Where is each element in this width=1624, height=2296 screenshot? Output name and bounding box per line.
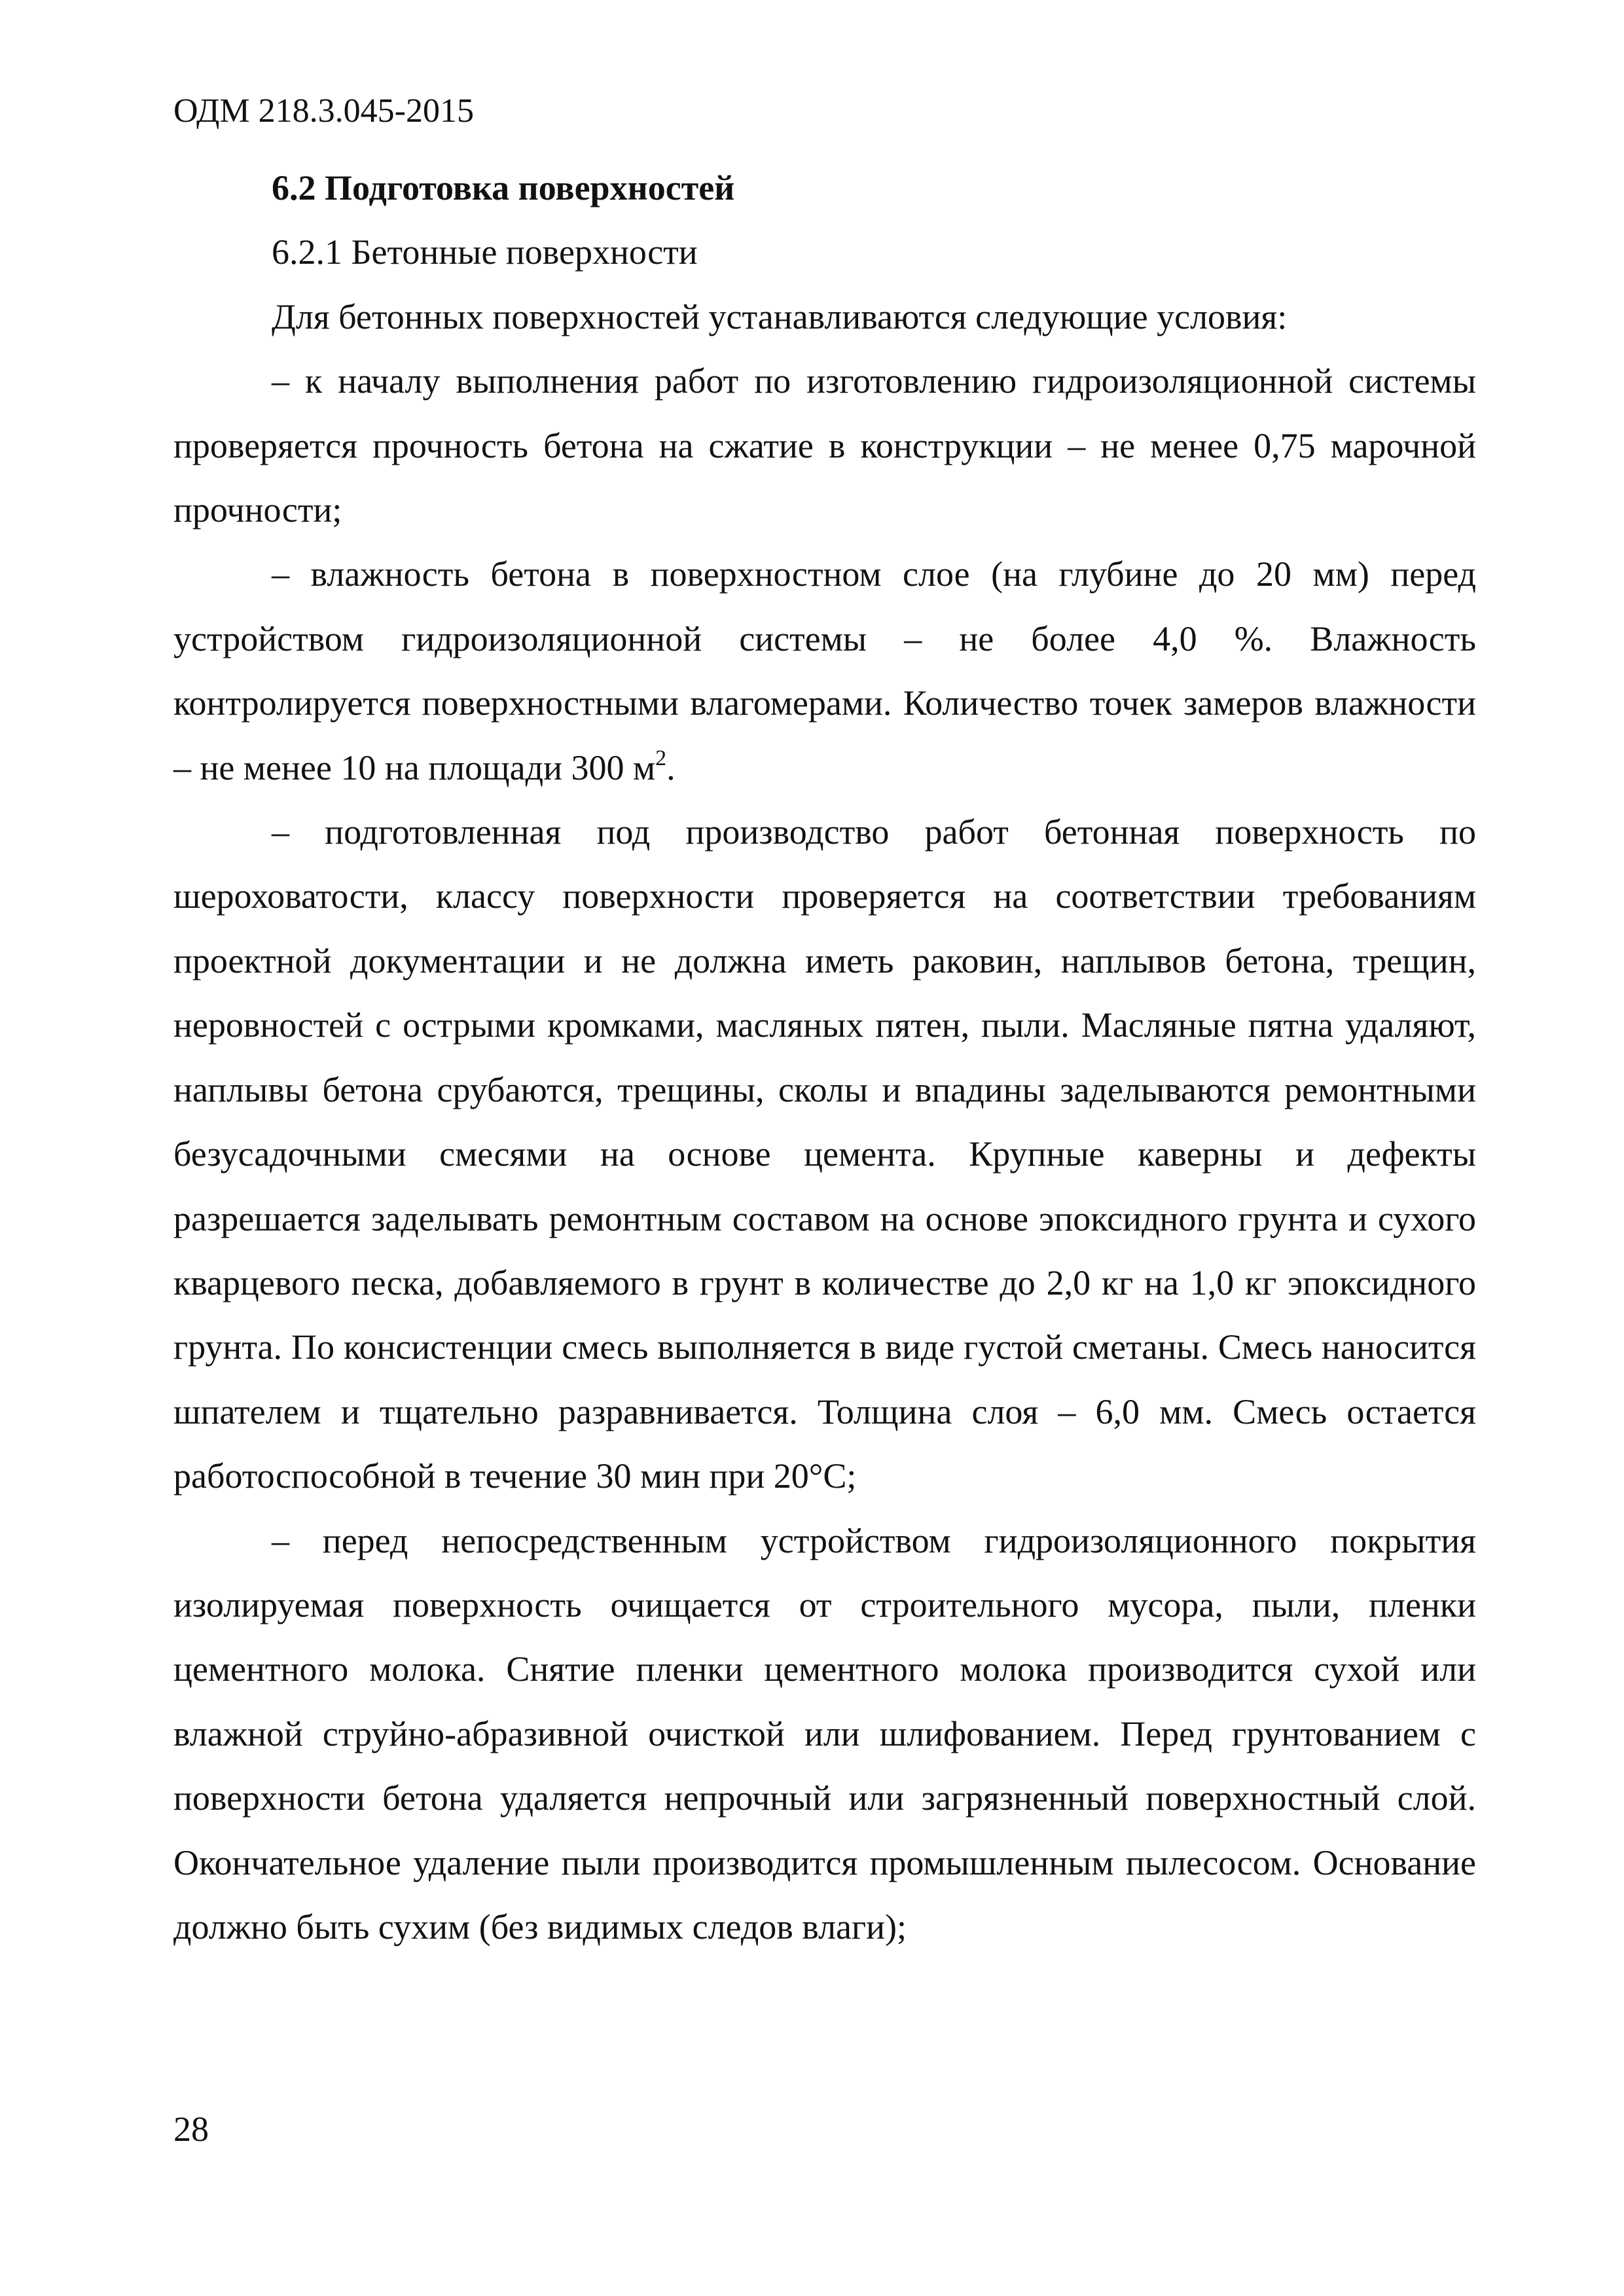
section-heading: 6.2 Подготовка поверхностей bbox=[272, 168, 735, 207]
section-body bbox=[173, 156, 1476, 1959]
document-code: ОДМ 218.3.045-2015 bbox=[173, 92, 474, 130]
list-item-moisture bbox=[173, 542, 1476, 800]
subsection-heading: 6.2.1 Бетонные поверхности bbox=[272, 232, 698, 272]
page-number: 28 bbox=[173, 2109, 209, 2149]
intro-paragraph: Для бетонных поверхностей устанавливаются следующие условия: bbox=[272, 296, 1288, 336]
list-item-surface-preparation: – подготовленная под производство работ бетонная поверхность по шероховатости, классу поверхности проверяется на соответствии требованиям проектной документации и не должна иметь раковин, наплывов бетона, трещин, неровностей с острыми кромками, масляных пятен, пыли. Масляные пятна удаляют, наплывы бетона срубаются, трещины, сколы и впадины заделываются ремонтными безусадочными смесями на основе цемента. Крупные каверны и дефекты разрешается заделывать ремонтным составом на основе эпоксидного грунта и сухого кварцевого песка, добавляемого в грунт в количестве до 2,0 кг на 1,0 кг эпоксидного грунта. По консистенции смесь выполняется в виде густой сметаны. Смесь наносится шпателем и тщательно разравнивается. Толщина слоя – 6,0 мм. Смесь остается работоспособной в течение 30 мин при 20°С; bbox=[173, 812, 1476, 1496]
moisture-text: – влажность бетона в поверхностном слое (на глубине до 20 мм) перед устройством гидроизоляционной системы – не более 4,0 %. Влажность контролируется поверхностными влагомерами. Количество точек замеров влажности – не менее 10 на площади 300 м bbox=[173, 554, 1476, 787]
moisture-text-end: . bbox=[666, 747, 676, 787]
list-item-cleaning: – перед непосредственным устройством гидроизоляционного покрытия изолируемая поверхность очищается от строительного мусора, пыли, пленки цементного молока. Снятие пленки цементного молока производится сухой или влажной струйно-абразивной очисткой или шлифованием. Перед грунтованием с поверхности бетона удаляется непрочный или загрязненный поверхностный слой. Окончательное удаление пыли производится промышленным пылесосом. Основание должно быть сухим (без видимых следов влаги); bbox=[173, 1520, 1476, 1946]
list-item-strength: – к началу выполнения работ по изготовлению гидроизоляционной системы проверяется прочность бетона на сжатие в конструкции – не менее 0,75 марочной прочности; bbox=[173, 361, 1476, 530]
square-superscript: 2 bbox=[655, 745, 667, 770]
